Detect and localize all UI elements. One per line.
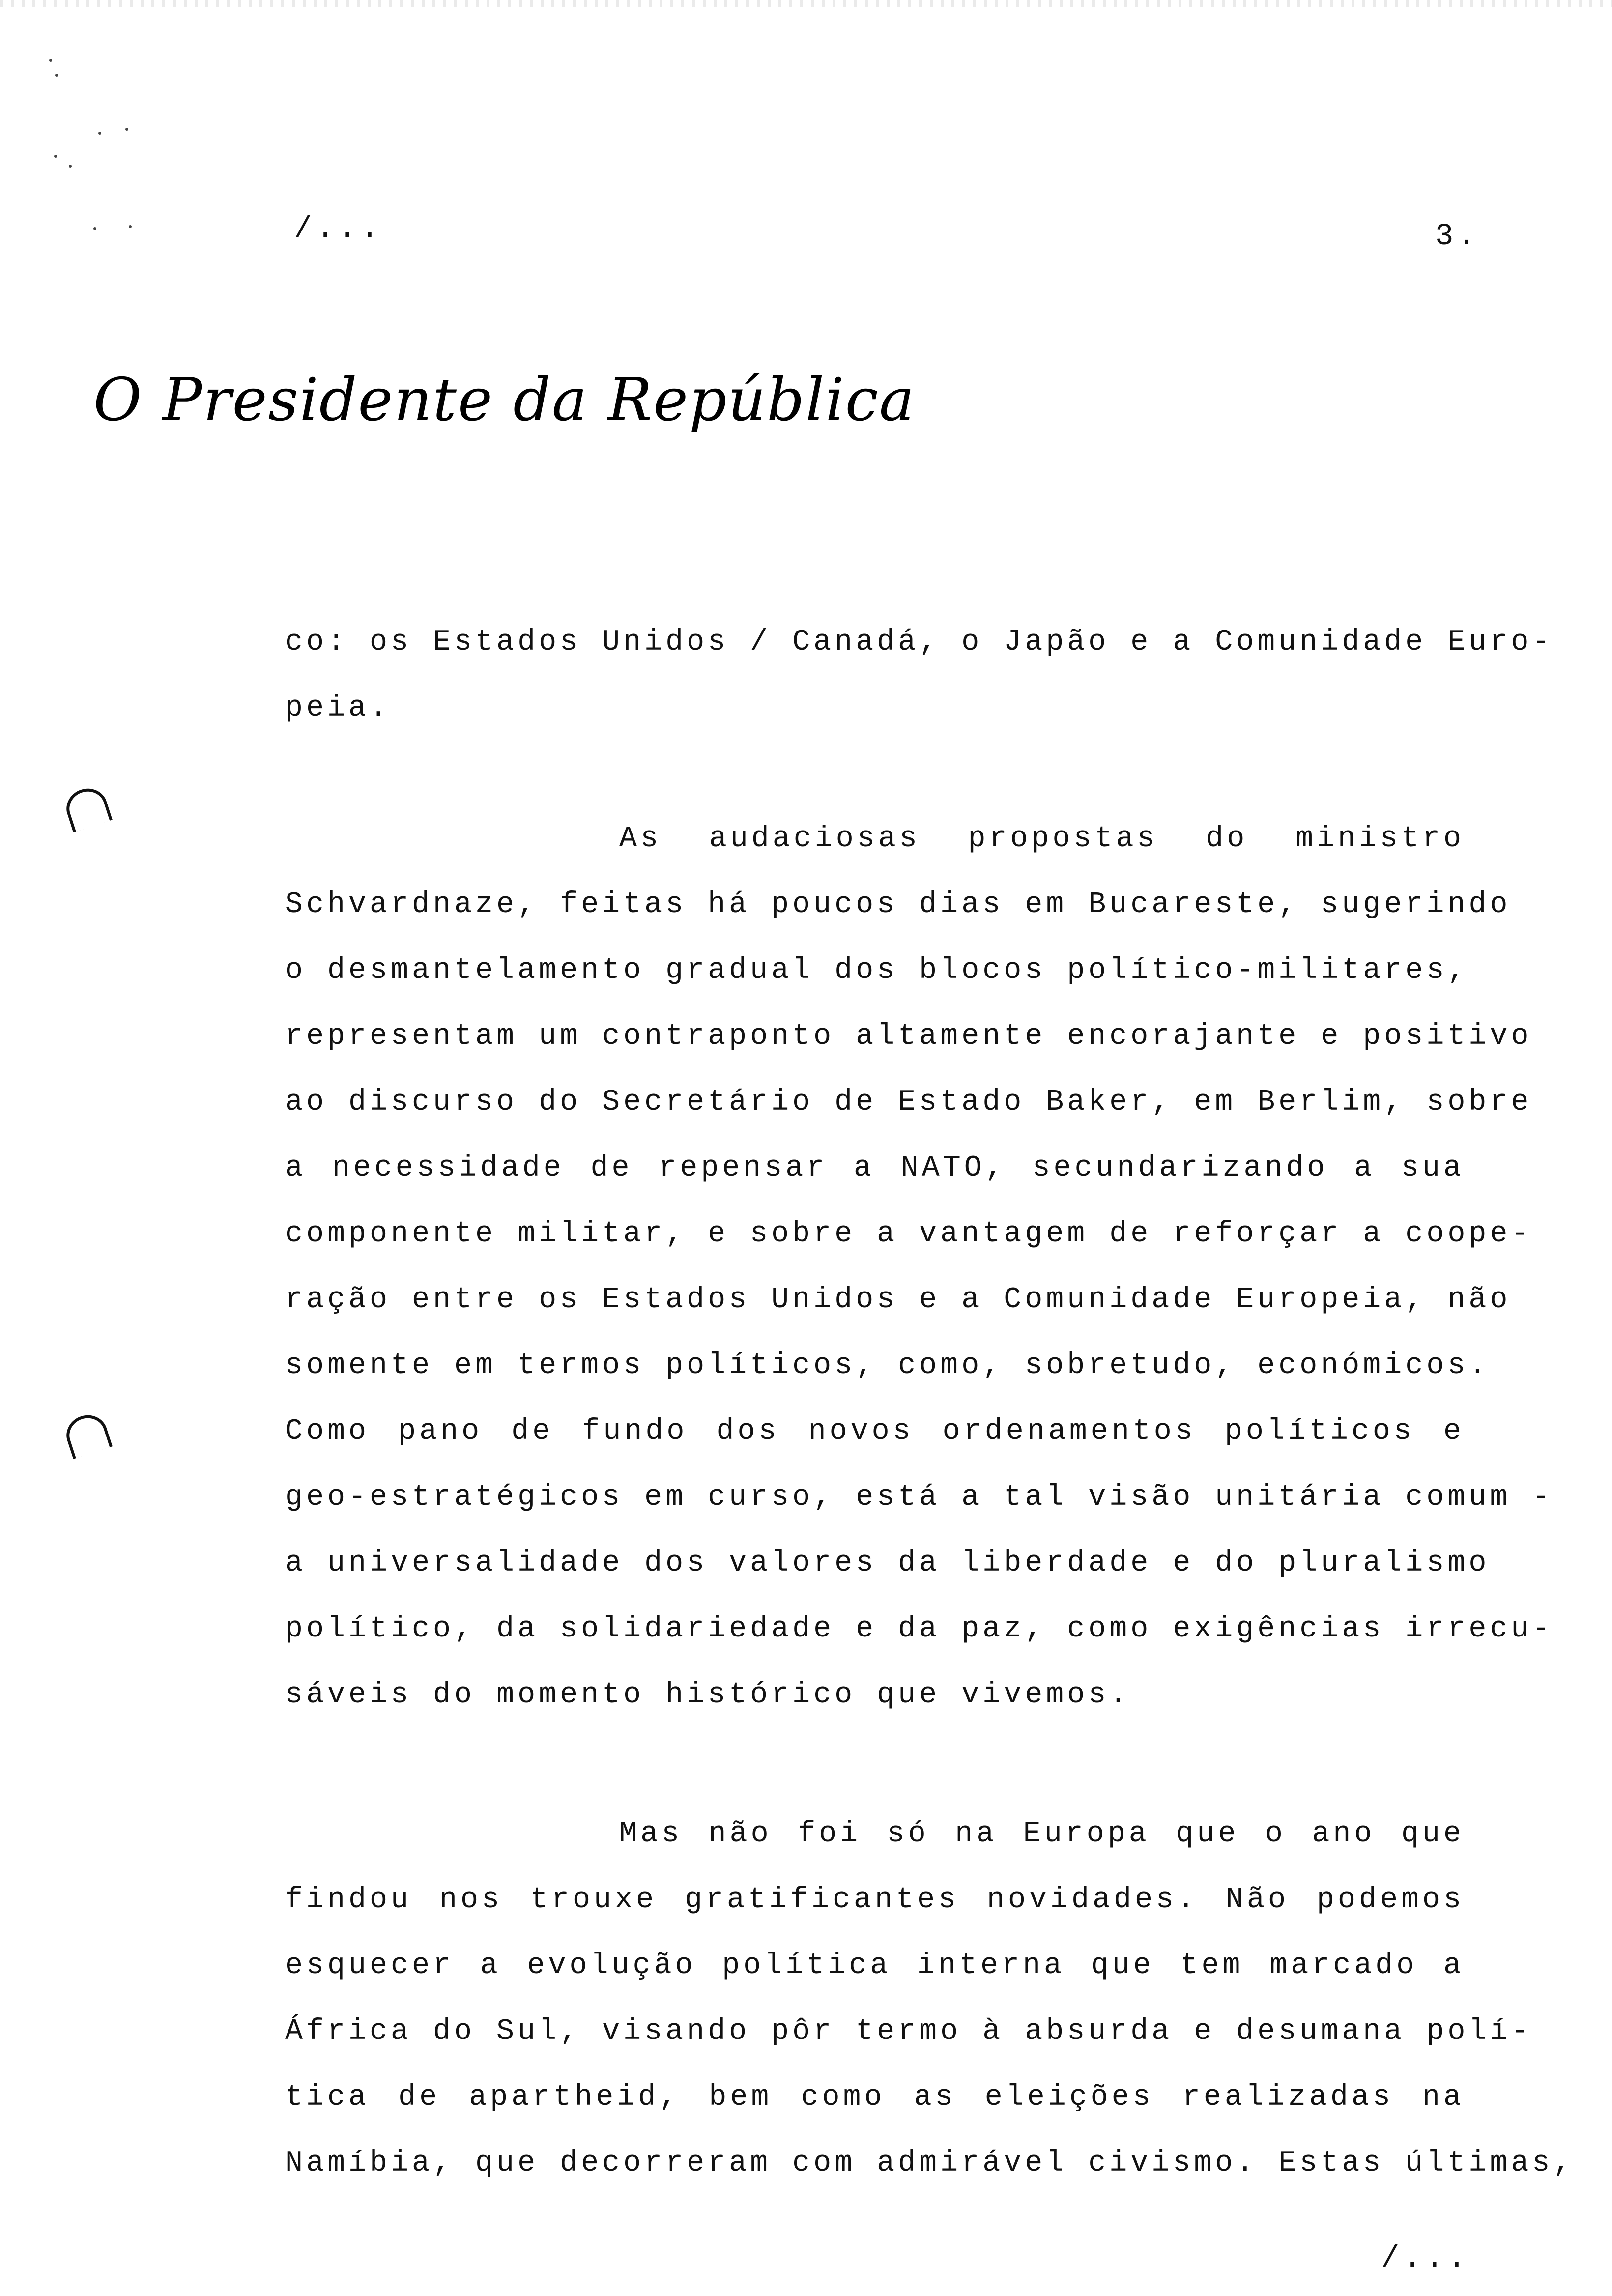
punch-hole-mark (61, 783, 113, 832)
text-line: a universalidade dos valores da liberdade e do pluralismo (285, 1547, 1490, 1580)
text-line: co: os Estados Unidos / Canadá, o Japão e a Comunidade Euro- (285, 626, 1554, 659)
text-line: a necessidade de repensar a NATO, secundarizando a sua (285, 1151, 1465, 1185)
text-line: somente em termos políticos, como, sobretudo, económicos. (285, 1349, 1490, 1382)
text-line: representam um contraponto altamente encorajante e positivo (285, 1020, 1532, 1053)
continuation-mark-bottom: /... (1381, 2241, 1470, 2276)
text-line: Como pano de fundo dos novos ordenamentos políticos e (285, 1415, 1465, 1448)
text-line: ao discurso do Secretário de Estado Baker, em Berlim, sobre (285, 1086, 1532, 1119)
text-line: Namíbia, que decorreram com admirável civismo. Estas últimas, (285, 2147, 1575, 2180)
text-line: As audaciosas propostas do ministro (619, 822, 1465, 856)
text-line: político, da solidariedade e da paz, como exigências irrecu- (285, 1612, 1554, 1646)
text-line: Mas não foi só na Europa que o ano que (619, 1817, 1465, 1851)
scan-speck (69, 165, 72, 168)
page-number: 3. (1435, 219, 1480, 254)
punch-hole-mark (61, 1410, 113, 1459)
letterhead-title: O Presidente da República (93, 366, 916, 434)
scan-speck (125, 128, 128, 131)
scan-speck (54, 155, 57, 158)
paragraph-africa (285, 1801, 1575, 2196)
scan-speck (93, 227, 96, 230)
text-line: sáveis do momento histórico que vivemos. (285, 1678, 1131, 1712)
scan-speck (55, 74, 58, 77)
paragraph-continuation (285, 609, 1554, 741)
text-line: componente militar, e sobre a vantagem de reforçar a coope- (285, 1217, 1532, 1251)
text-line: geo-estratégicos em curso, está a tal visão unitária comum - (285, 1481, 1554, 1514)
text-line: esquecer a evolução política interna que tem marcado a (285, 1949, 1465, 1982)
scan-speck (49, 59, 52, 62)
text-line: o desmantelamento gradual dos blocos político-militares, (285, 954, 1469, 987)
text-line: tica de apartheid, bem como as eleições realizadas na (285, 2081, 1465, 2114)
text-line: peia. (285, 691, 391, 725)
scan-speck (98, 132, 101, 135)
scan-speck (129, 225, 132, 228)
paragraph-soviet-proposals (285, 806, 1554, 1728)
text-line: findou nos trouxe gratificantes novidades. Não podemos (285, 1883, 1465, 1917)
text-line: África do Sul, visando pôr termo à absurda e desumana polí- (285, 2015, 1532, 2048)
text-line: ração entre os Estados Unidos e a Comunidade Europeia, não (285, 1283, 1511, 1317)
continuation-mark-top: /... (294, 211, 383, 246)
scan-edge-noise (0, 0, 1612, 7)
text-line: Schvardnaze, feitas há poucos dias em Bucareste, sugerindo (285, 888, 1511, 921)
